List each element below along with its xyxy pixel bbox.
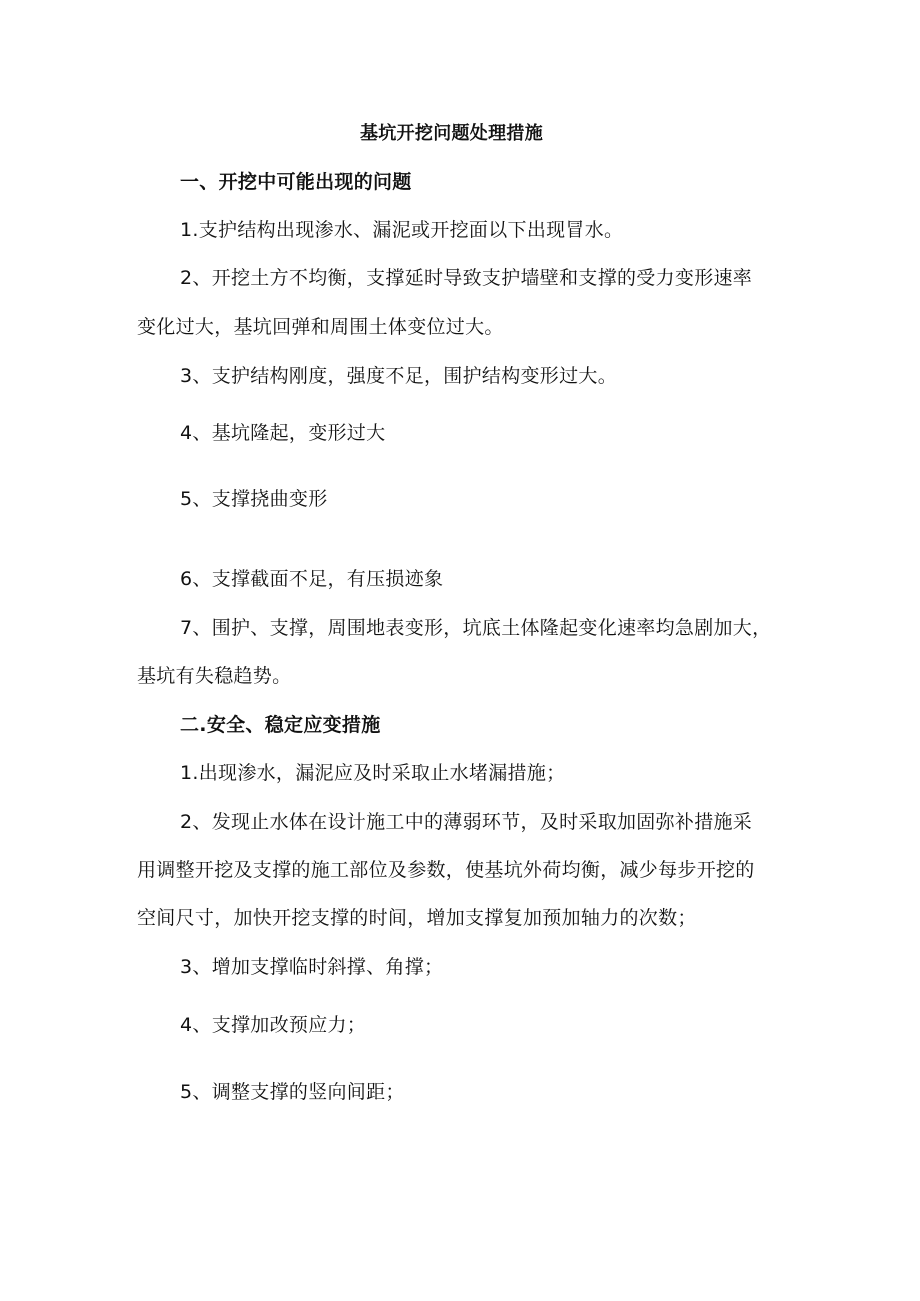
- section-1-item-1: 1.支护结构出现渗水、漏泥或开挖面以下出现冒水。: [180, 219, 624, 241]
- document-title: 基坑开挖问题处理措施: [360, 123, 543, 144]
- section-2-item-5: 5、调整支撑的竖向间距；: [180, 1081, 405, 1103]
- section-1-item-5: 5、支撑挠曲变形: [180, 488, 328, 510]
- section-1-heading: 一、开挖中可能出现的问题: [180, 171, 412, 193]
- section-2-item-2-line-2: 用调整开挖及支撑的施工部位及参数，使基坑外荷均衡，减少每步开挖的: [137, 859, 755, 881]
- section-1-item-6: 6、支撑截面不足，有压损迹象: [180, 568, 444, 590]
- section-1-item-2-line-2: 变化过大，基坑回弹和周围土体变位过大。: [137, 316, 504, 338]
- section-2-item-2-line-1: 2、发现止水体在设计施工中的薄弱环节，及时采取加固弥补措施采: [180, 811, 753, 833]
- section-2-item-4: 4、支撑加改预应力；: [180, 1014, 367, 1036]
- section-1-item-2-line-1: 2、开挖土方不均衡，支撑延时导致支护墙壁和支撑的受力变形速率: [180, 267, 753, 289]
- section-1-item-3: 3、支护结构刚度，强度不足，围护结构变形过大。: [180, 365, 617, 387]
- section-2-item-1: 1.出现渗水，漏泥应及时采取止水堵漏措施；: [180, 762, 566, 784]
- section-1-item-7-line-1: 7、围护、支撑，周围地表变形，坑底土体隆起变化速率均急剧加大，: [180, 617, 772, 639]
- section-2-item-2-line-3: 空间尺寸，加快开挖支撑的时间，增加支撑复加预加轴力的次数；: [137, 907, 697, 929]
- section-1-item-7-line-2: 基坑有失稳趋势。: [137, 665, 292, 687]
- section-1-item-4: 4、基坑隆起，变形过大: [180, 422, 386, 444]
- section-2-heading: 二.安全、稳定应变措施: [180, 714, 381, 736]
- section-2-item-3: 3、增加支撑临时斜撑、角撑；: [180, 956, 444, 978]
